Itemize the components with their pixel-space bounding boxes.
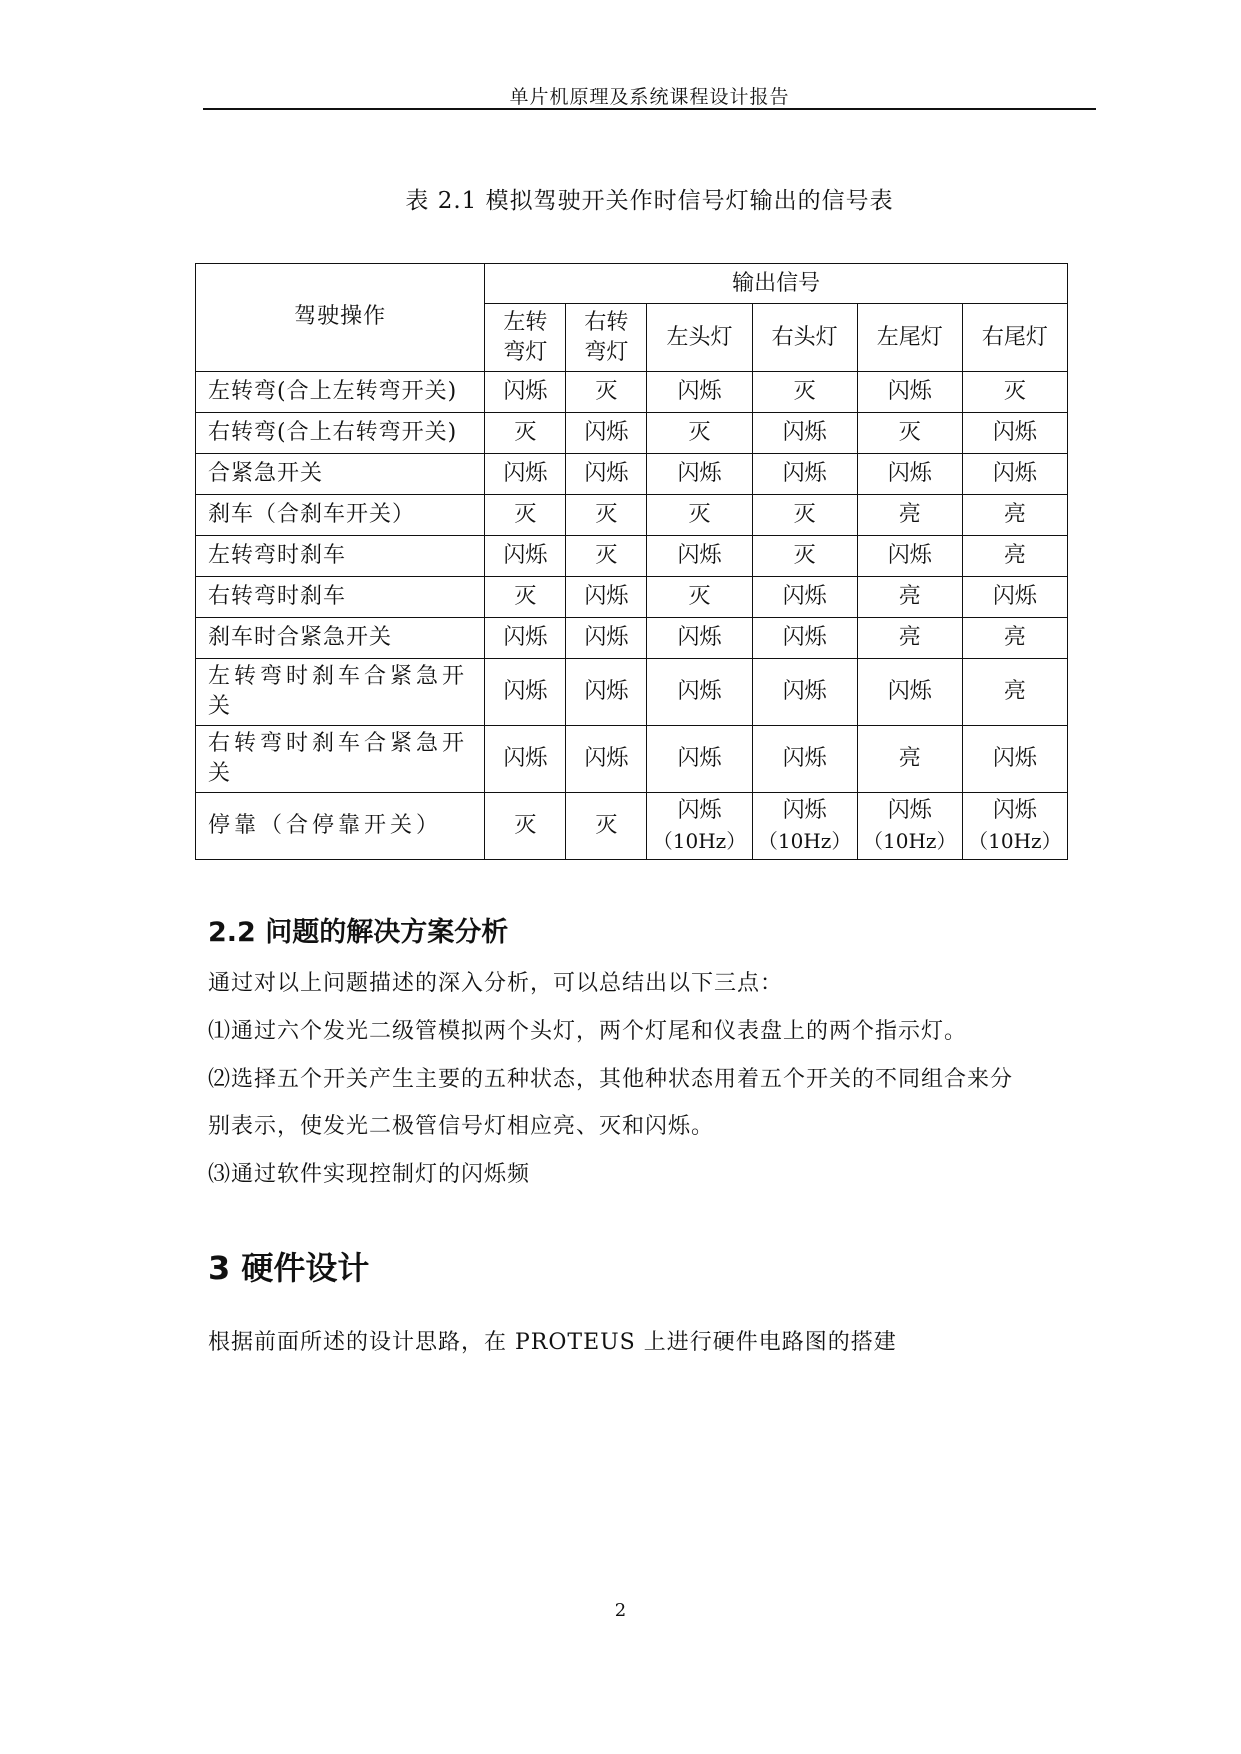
signal-state: 闪烁 <box>677 625 722 650</box>
signal-state: 灭 <box>793 502 816 527</box>
signal-cell <box>752 793 857 860</box>
signal-cell <box>485 413 566 454</box>
column-header: 左头灯 <box>647 304 752 372</box>
signal-cell <box>566 618 647 659</box>
table-row <box>196 577 1068 618</box>
signal-state: 亮 <box>898 584 921 609</box>
signal-state: 灭 <box>514 584 537 609</box>
table-row <box>196 793 1068 860</box>
signal-cell <box>485 726 566 793</box>
signal-cell <box>752 659 857 726</box>
signal-state: 灭 <box>595 813 618 838</box>
signal-cell <box>485 454 566 495</box>
signal-cell <box>647 413 752 454</box>
section-heading-3: 3 硬件设计 <box>208 1249 370 1287</box>
table-row <box>196 659 1068 726</box>
list-item-1: ⑴通过六个发光二级管模拟两个头灯，两个灯尾和仪表盘上的两个指示灯。 <box>208 1019 968 1044</box>
signal-state: 闪烁 <box>677 798 722 823</box>
signal-cell <box>752 454 857 495</box>
operation-cell: 左转弯(合上左转弯开关) <box>196 372 485 413</box>
signal-state: 闪烁 <box>887 379 932 404</box>
signal-cell <box>566 726 647 793</box>
signal-state: 闪烁 <box>887 679 932 704</box>
signal-state: 亮 <box>898 502 921 527</box>
operation-header: 驾驶操作 <box>196 264 485 372</box>
signal-cell <box>752 413 857 454</box>
signal-cell <box>962 454 1067 495</box>
signal-state: 闪烁 <box>887 543 932 568</box>
signal-state: 闪烁 <box>782 461 827 486</box>
signal-cell <box>857 726 962 793</box>
signal-state: 闪烁 <box>992 746 1037 771</box>
signal-state: 灭 <box>514 502 537 527</box>
table-caption: 表 2.1 模拟驾驶开关作时信号灯输出的信号表 <box>405 188 894 214</box>
signal-cell <box>647 454 752 495</box>
signal-cell <box>752 536 857 577</box>
signal-cell <box>752 372 857 413</box>
signal-cell <box>857 793 962 860</box>
signal-state: 灭 <box>514 813 537 838</box>
signal-cell <box>647 659 752 726</box>
signal-cell <box>962 413 1067 454</box>
signal-cell <box>962 659 1067 726</box>
signal-state: 闪烁 <box>782 798 827 823</box>
signal-cell <box>962 372 1067 413</box>
column-header: 右转 弯灯 <box>566 304 647 372</box>
signal-cell <box>857 577 962 618</box>
signal-frequency: （10Hz） <box>863 829 957 853</box>
signal-state: 闪烁 <box>887 798 932 823</box>
table-row <box>196 372 1068 413</box>
signal-cell <box>752 495 857 536</box>
signal-state: 闪烁 <box>677 746 722 771</box>
signal-state: 闪烁 <box>503 543 548 568</box>
signal-state: 亮 <box>1003 502 1026 527</box>
signal-cell <box>485 495 566 536</box>
operation-cell: 停靠（合停靠开关） <box>196 793 485 860</box>
signal-state: 灭 <box>514 420 537 445</box>
signal-cell <box>962 726 1067 793</box>
table-row <box>196 495 1068 536</box>
signal-cell <box>857 372 962 413</box>
signal-state: 闪烁 <box>782 746 827 771</box>
running-header: 单片机原理及系统课程设计报告 <box>509 86 790 108</box>
list-item-2-line-2: 别表示，使发光二极管信号灯相应亮、灭和闪烁。 <box>208 1114 715 1139</box>
list-item-3: ⑶通过软件实现控制灯的闪烁频 <box>208 1162 531 1187</box>
signal-cell <box>857 454 962 495</box>
operation-cell: 合紧急开关 <box>196 454 485 495</box>
output-signal-header: 输出信号 <box>485 264 1068 304</box>
signal-cell <box>857 495 962 536</box>
operation-cell: 右转弯(合上右转弯开关) <box>196 413 485 454</box>
list-item-2-line-1: ⑵选择五个开关产生主要的五种状态，其他种状态用着五个开关的不同组合来分 <box>208 1067 1014 1092</box>
signal-state: 灭 <box>898 420 921 445</box>
operation-cell: 左转弯时刹车合紧急开关 <box>196 659 485 726</box>
signal-state: 亮 <box>1003 679 1026 704</box>
signal-state: 闪烁 <box>992 461 1037 486</box>
signal-cell <box>962 577 1067 618</box>
signal-state: 灭 <box>793 379 816 404</box>
table-header-row <box>196 264 1068 304</box>
signal-cell <box>752 726 857 793</box>
operation-cell: 右转弯时刹车合紧急开关 <box>196 726 485 793</box>
header-divider <box>203 108 1096 110</box>
signal-state: 闪烁 <box>782 584 827 609</box>
signal-state: 闪烁 <box>677 543 722 568</box>
signal-state: 灭 <box>595 379 618 404</box>
signal-table <box>195 263 1068 860</box>
signal-state: 闪烁 <box>503 625 548 650</box>
signal-cell <box>566 372 647 413</box>
operation-cell: 左转弯时刹车 <box>196 536 485 577</box>
signal-state: 亮 <box>898 746 921 771</box>
signal-cell <box>566 793 647 860</box>
signal-state: 闪烁 <box>782 625 827 650</box>
signal-state: 闪烁 <box>503 679 548 704</box>
signal-frequency: （10Hz） <box>652 829 747 853</box>
signal-state: 闪烁 <box>584 461 629 486</box>
signal-cell <box>485 577 566 618</box>
signal-state: 闪烁 <box>992 584 1037 609</box>
table-row <box>196 618 1068 659</box>
signal-cell <box>647 577 752 618</box>
table-row <box>196 413 1068 454</box>
signal-state: 灭 <box>793 543 816 568</box>
signal-cell <box>752 618 857 659</box>
signal-cell <box>566 495 647 536</box>
signal-state: 灭 <box>595 543 618 568</box>
signal-state: 闪烁 <box>503 461 548 486</box>
signal-cell <box>566 577 647 618</box>
signal-cell <box>485 372 566 413</box>
table-body <box>196 372 1068 860</box>
column-header: 右头灯 <box>752 304 857 372</box>
signal-cell <box>857 659 962 726</box>
signal-state: 闪烁 <box>584 584 629 609</box>
table-row <box>196 536 1068 577</box>
signal-cell <box>962 495 1067 536</box>
signal-cell <box>962 536 1067 577</box>
signal-state: 闪烁 <box>503 379 548 404</box>
signal-state: 亮 <box>1003 543 1026 568</box>
signal-cell <box>566 536 647 577</box>
signal-state: 闪烁 <box>677 461 722 486</box>
signal-cell <box>962 793 1067 860</box>
signal-state: 亮 <box>898 625 921 650</box>
signal-state: 闪烁 <box>584 746 629 771</box>
signal-state: 闪烁 <box>584 420 629 445</box>
signal-state: 闪烁 <box>584 625 629 650</box>
column-header: 左尾灯 <box>857 304 962 372</box>
paragraph-intro: 通过对以上问题描述的深入分析，可以总结出以下三点： <box>208 971 784 996</box>
signal-state: 闪烁 <box>992 798 1037 823</box>
signal-frequency: （10Hz） <box>968 829 1062 853</box>
table-row <box>196 454 1068 495</box>
signal-cell <box>566 454 647 495</box>
signal-cell <box>962 618 1067 659</box>
signal-state: 灭 <box>688 584 711 609</box>
operation-cell: 刹车时合紧急开关 <box>196 618 485 659</box>
signal-cell <box>857 618 962 659</box>
signal-cell <box>485 659 566 726</box>
signal-frequency: （10Hz） <box>757 829 852 853</box>
signal-cell <box>647 618 752 659</box>
signal-cell <box>647 372 752 413</box>
section-heading-2-2: 2.2 问题的解决方案分析 <box>208 917 509 948</box>
signal-state: 灭 <box>595 502 618 527</box>
signal-state: 闪烁 <box>677 679 722 704</box>
column-header: 右尾灯 <box>962 304 1067 372</box>
operation-cell: 刹车（合刹车开关） <box>196 495 485 536</box>
operation-cell: 右转弯时刹车 <box>196 577 485 618</box>
signal-state: 亮 <box>1003 625 1026 650</box>
signal-cell <box>752 577 857 618</box>
signal-cell <box>485 536 566 577</box>
signal-cell <box>857 536 962 577</box>
signal-cell <box>647 793 752 860</box>
signal-cell <box>566 659 647 726</box>
signal-state: 闪烁 <box>782 420 827 445</box>
signal-state: 闪烁 <box>503 746 548 771</box>
signal-cell <box>485 793 566 860</box>
signal-state: 闪烁 <box>584 679 629 704</box>
signal-state: 灭 <box>688 502 711 527</box>
page-number: 2 <box>614 1600 627 1621</box>
signal-cell <box>647 726 752 793</box>
signal-cell <box>566 413 647 454</box>
table-row <box>196 726 1068 793</box>
signal-state: 灭 <box>1003 379 1026 404</box>
signal-cell <box>857 413 962 454</box>
signal-cell <box>647 495 752 536</box>
signal-state: 闪烁 <box>677 379 722 404</box>
signal-state: 闪烁 <box>887 461 932 486</box>
signal-cell <box>485 618 566 659</box>
signal-state: 闪烁 <box>782 679 827 704</box>
paragraph-hardware: 根据前面所述的设计思路，在 PROTEUS 上进行硬件电路图的搭建 <box>208 1330 897 1355</box>
signal-state: 闪烁 <box>992 420 1037 445</box>
signal-cell <box>647 536 752 577</box>
column-header: 左转 弯灯 <box>485 304 566 372</box>
signal-state: 灭 <box>688 420 711 445</box>
